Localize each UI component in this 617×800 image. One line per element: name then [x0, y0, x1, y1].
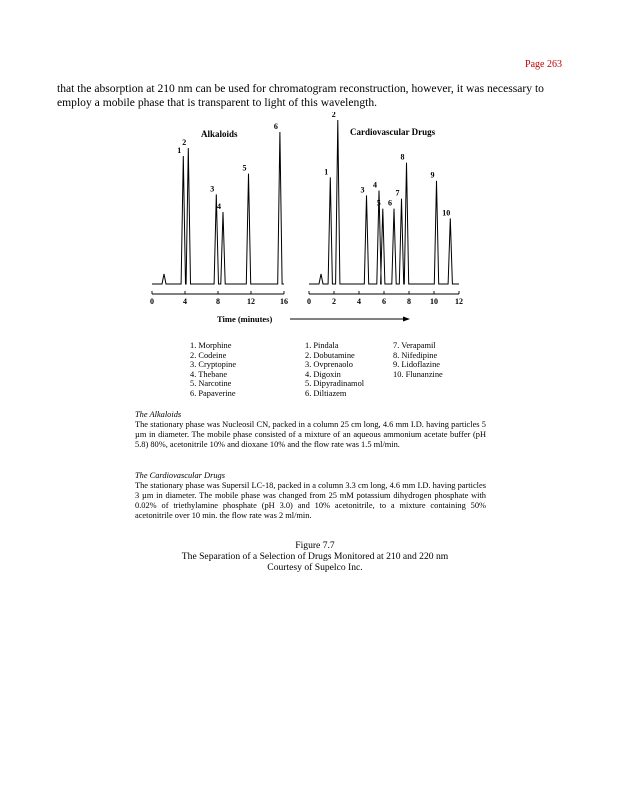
peak-label: 4 [217, 202, 221, 211]
legend-item: 3. Ovprenaolo [305, 360, 353, 369]
legend-item: 4. Thebane [190, 369, 228, 379]
x-tick-label: 2 [332, 297, 336, 306]
legend-alkaloids [190, 341, 236, 398]
peak-label: 6 [388, 198, 392, 208]
legend-cardio-col1 [305, 341, 364, 398]
peak-label: 1 [324, 167, 329, 177]
alkaloids-panel [150, 122, 288, 306]
peak-label: 1 [177, 146, 182, 155]
x-tick-label: 0 [150, 297, 154, 306]
figure-number: Figure 7.7 [295, 540, 335, 551]
legend-item: 5. Dipyradinamol [305, 379, 365, 388]
legend-item: 6. Papaverine [190, 388, 236, 398]
peak-label: 2 [331, 112, 336, 119]
legend-item: 1. Pindala [305, 341, 339, 350]
legend-item: 2. Codeine [190, 350, 227, 360]
intro-paragraph: that the absorption at 210 nm can be used for chromatogram reconstruction, however, it was necessary to employ a mobile phase that is transparent to light of this wavelength. [57, 82, 544, 109]
peak-label: 6 [273, 122, 278, 131]
x-tick-label: 6 [382, 297, 386, 306]
x-tick-label: 12 [455, 297, 463, 306]
peak-label: 5 [376, 198, 381, 208]
legend-item: 7. Verapamil [393, 341, 436, 350]
peak-label: 2 [182, 138, 187, 147]
peak-label: 10 [442, 208, 451, 218]
peak-label: 7 [395, 188, 400, 198]
peak-label: 3 [210, 184, 215, 194]
alkaloids-heading: The Alkaloids [135, 410, 182, 419]
legend-cardio-col2 [393, 341, 443, 379]
alkaloids-text: The stationary phase was Nucleosil CN, packed in a column 25 cm long, 4.6 mm I.D. having particles 5 µm in diameter. The mobile phase consisted of a mixture of an aqueous ammonium acetate buffer (pH 5.8) 80%, acetonitrile 10% and dioxane 10% and the flow rate was 1.5 ml/min. [135, 420, 486, 449]
alkaloids-method [135, 410, 486, 450]
legend-item: 3. Cryptopine [190, 360, 237, 369]
chromatogram-figure [135, 112, 485, 327]
cardio-heading: The Cardiovascular Drugs [135, 471, 225, 480]
legend-item: 2. Dobutamine [305, 350, 355, 360]
page-number: Page 263 [525, 59, 562, 70]
legend-item: 5. Narcotine [190, 379, 232, 388]
x-axis-arrowhead [403, 317, 410, 322]
x-tick-label: 0 [307, 297, 311, 306]
chromatogram-trace [309, 120, 459, 284]
x-tick-label: 4 [183, 297, 187, 306]
figure-title: The Separation of a Selection of Drugs Monitored at 210 and 220 nm [181, 551, 449, 562]
alkaloids-title: Alkaloids [201, 129, 238, 139]
cardio-method [135, 471, 486, 521]
legend-item: 9. Lidoflazine [393, 360, 440, 369]
cardio-text: The stationary phase was Supersil LC-18, packed in a column 3.3 cm long, 4.6 mm I.D. having particles 3 µm in diameter. The mobile phase was changed from 25 mM potassium dihydrogen phosphate with 0.02% of triethylamine phosphate (pH 3.0) and 10% acetonitrile, to a mixture containing 50% acetonitrile over 10 min. the flow rate was 2 ml/min. [135, 481, 486, 520]
legend-item: 4. Digoxin [305, 369, 341, 379]
figure-caption [100, 540, 530, 573]
cardio-title: Cardiovascular Drugs [350, 127, 436, 137]
x-tick-label: 4 [357, 297, 361, 306]
peak-label: 8 [400, 152, 405, 162]
legend-item: 8. Nifedipine [393, 350, 438, 360]
x-tick-label: 8 [216, 297, 220, 306]
peak-label: 5 [242, 163, 247, 173]
peak-label: 3 [360, 185, 365, 195]
peak-label: 4 [373, 180, 377, 190]
x-tick-label: 8 [407, 297, 411, 306]
legend-item: 6. Diltiazem [305, 388, 347, 398]
legend-item: 10. Flunanzine [393, 369, 443, 379]
x-tick-label: 16 [280, 297, 288, 306]
legend-item: 1. Morphine [190, 341, 232, 350]
figure-credit: Courtesy of Supelco Inc. [267, 562, 363, 573]
x-tick-label: 12 [247, 297, 255, 306]
peak-label: 9 [430, 170, 435, 180]
x-tick-label: 10 [430, 297, 438, 306]
cardio-panel [307, 112, 463, 306]
x-axis-label: Time (minutes) [217, 314, 273, 324]
